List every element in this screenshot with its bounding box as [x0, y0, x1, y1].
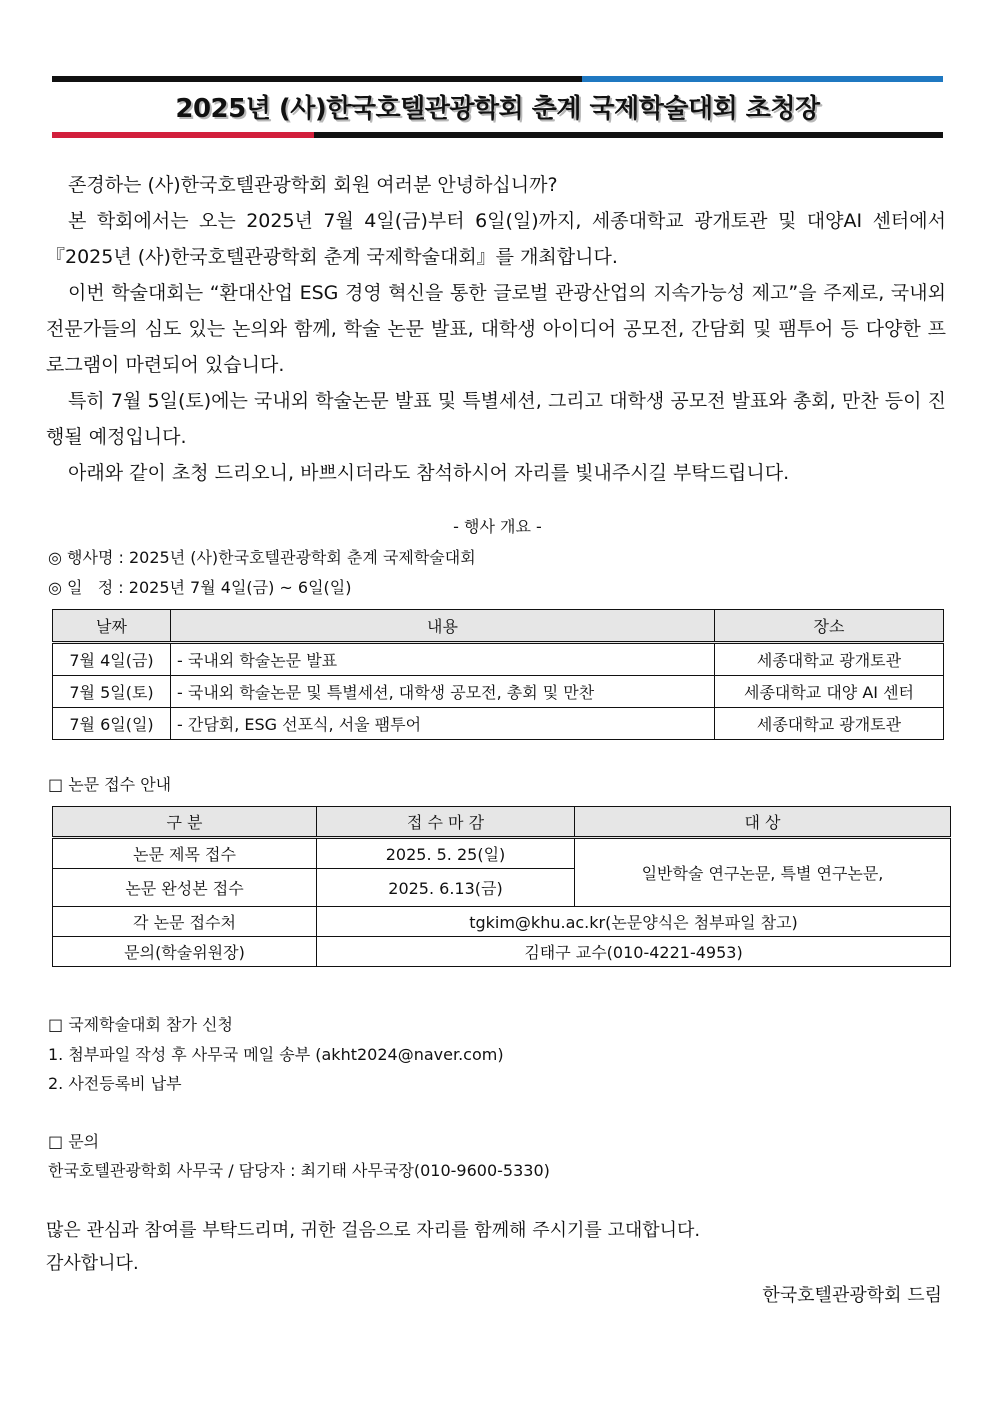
table-row: [53, 838, 951, 869]
schedule-table-header: [53, 610, 944, 643]
table-row: [53, 676, 944, 708]
paper-table-header: [53, 807, 951, 838]
contact-label: 문의(학술위원장): [53, 937, 317, 967]
overview-heading: - 행사 개요 -: [453, 517, 542, 536]
row-venue: 세종대학교 광개토관: [715, 708, 944, 740]
row-venue: 세종대학교 대양 AI 센터: [715, 676, 944, 708]
row-venue: 세종대학교 광개토관: [715, 643, 944, 676]
submit-label: 각 논문 접수처: [53, 907, 317, 937]
event-name: ◎ 행사명 : 2025년 (사)한국호텔관광학회 춘계 국제학술대회: [48, 548, 476, 567]
closing-thanks: 감사합니다.: [46, 1253, 139, 1274]
registration-step-2: 2. 사전등록비 납부: [48, 1074, 182, 1093]
row-date: 7월 4일(금): [53, 643, 171, 676]
header-top-bar: [52, 76, 943, 82]
signature: 한국호텔관광학회 드림: [762, 1285, 942, 1306]
paper-row-deadline: 2025. 6.13(금): [317, 869, 575, 907]
col-deadline: 접 수 마 감: [317, 807, 575, 838]
header-bottom-bar: [52, 132, 943, 138]
registration-heading: □ 국제학술대회 참가 신청: [48, 1015, 233, 1034]
intro-text: [46, 167, 946, 491]
paper-table: [52, 806, 951, 967]
row-date: 7월 5일(토): [53, 676, 171, 708]
registration-step-1: 1. 첨부파일 작성 후 사무국 메일 송부 (akht2024@naver.com): [48, 1045, 504, 1064]
inquiry-line: 한국호텔관광학회 사무국 / 담당자 : 최기태 사무국장(010-9600-5330): [48, 1161, 550, 1180]
header-bottom-bar-red: [52, 132, 314, 138]
table-row: [53, 643, 944, 676]
header-top-bar-blue: [582, 76, 943, 82]
col-content: 내용: [171, 610, 715, 643]
row-content: - 간담회, ESG 선포식, 서울 팸투어: [171, 708, 715, 740]
paper-heading: □ 논문 접수 안내: [48, 775, 172, 794]
intro-theme: 이번 학술대회는 “환대산업 ESG 경영 혁신을 통한 글로벌 관광산업의 지속가능성 제고”을 주제로, 국내외 전문가들의 심도 있는 논의와 함께, 학술 논문 발표, 대학생 아이디어 공모전, 간담회 및 팸투어 등 다양한 프로그램이 마련되어 있습니다.: [46, 282, 946, 376]
paper-target: 일반학술 연구논문, 특별 연구논문,: [575, 838, 951, 907]
closing-message: 많은 관심과 참여를 부탁드리며, 귀한 걸음으로 자리를 함께해 주시기를 고대합니다.: [46, 1220, 701, 1241]
intro-announcement: 본 학회에서는 오는 2025년 7월 4일(금)부터 6일(일)까지, 세종대학교 광개토관 및 대양AI 센터에서『2025년 (사)한국호텔관광학회 춘계 국제학술대회』를 개최합니다.: [46, 210, 946, 268]
col-date: 날짜: [53, 610, 171, 643]
intro-highlight: 특히 7월 5일(토)에는 국내외 학술논문 발표 및 특별세션, 그리고 대학생 공모전 발표와 총회, 만찬 등이 진행될 예정입니다.: [46, 390, 946, 448]
table-row: [53, 937, 951, 967]
header-bottom-bar-black: [314, 132, 943, 138]
submit-email: tgkim@khu.ac.kr(논문양식은 첨부파일 참고): [317, 907, 951, 937]
paper-row-label: 논문 완성본 접수: [53, 869, 317, 907]
row-content: - 국내외 학술논문 발표: [171, 643, 715, 676]
col-venue: 장소: [715, 610, 944, 643]
schedule-table: [52, 609, 944, 740]
event-schedule: ◎ 일 정 : 2025년 7월 4일(금) ~ 6일(일): [48, 578, 352, 597]
page-title: 2025년 (사)한국호텔관광학회 춘계 국제학술대회 초청장: [175, 94, 820, 124]
table-row: [53, 907, 951, 937]
paper-row-label: 논문 제목 접수: [53, 838, 317, 869]
header-top-bar-black: [52, 76, 582, 82]
row-date: 7월 6일(일): [53, 708, 171, 740]
paper-row-deadline: 2025. 5. 25(일): [317, 838, 575, 869]
table-row: [53, 708, 944, 740]
intro-invitation: 아래와 같이 초청 드리오니, 바쁘시더라도 참석하시어 자리를 빛내주시길 부탁드립니다.: [68, 462, 790, 484]
col-category: 구 분: [53, 807, 317, 838]
row-content: - 국내외 학술논문 및 특별세션, 대학생 공모전, 총회 및 만찬: [171, 676, 715, 708]
col-target: 대 상: [575, 807, 951, 838]
inquiry-heading: □ 문의: [48, 1132, 100, 1151]
intro-greeting: 존경하는 (사)한국호텔관광학회 회원 여러분 안녕하십니까?: [68, 174, 558, 196]
contact-value: 김태구 교수(010-4221-4953): [317, 937, 951, 967]
